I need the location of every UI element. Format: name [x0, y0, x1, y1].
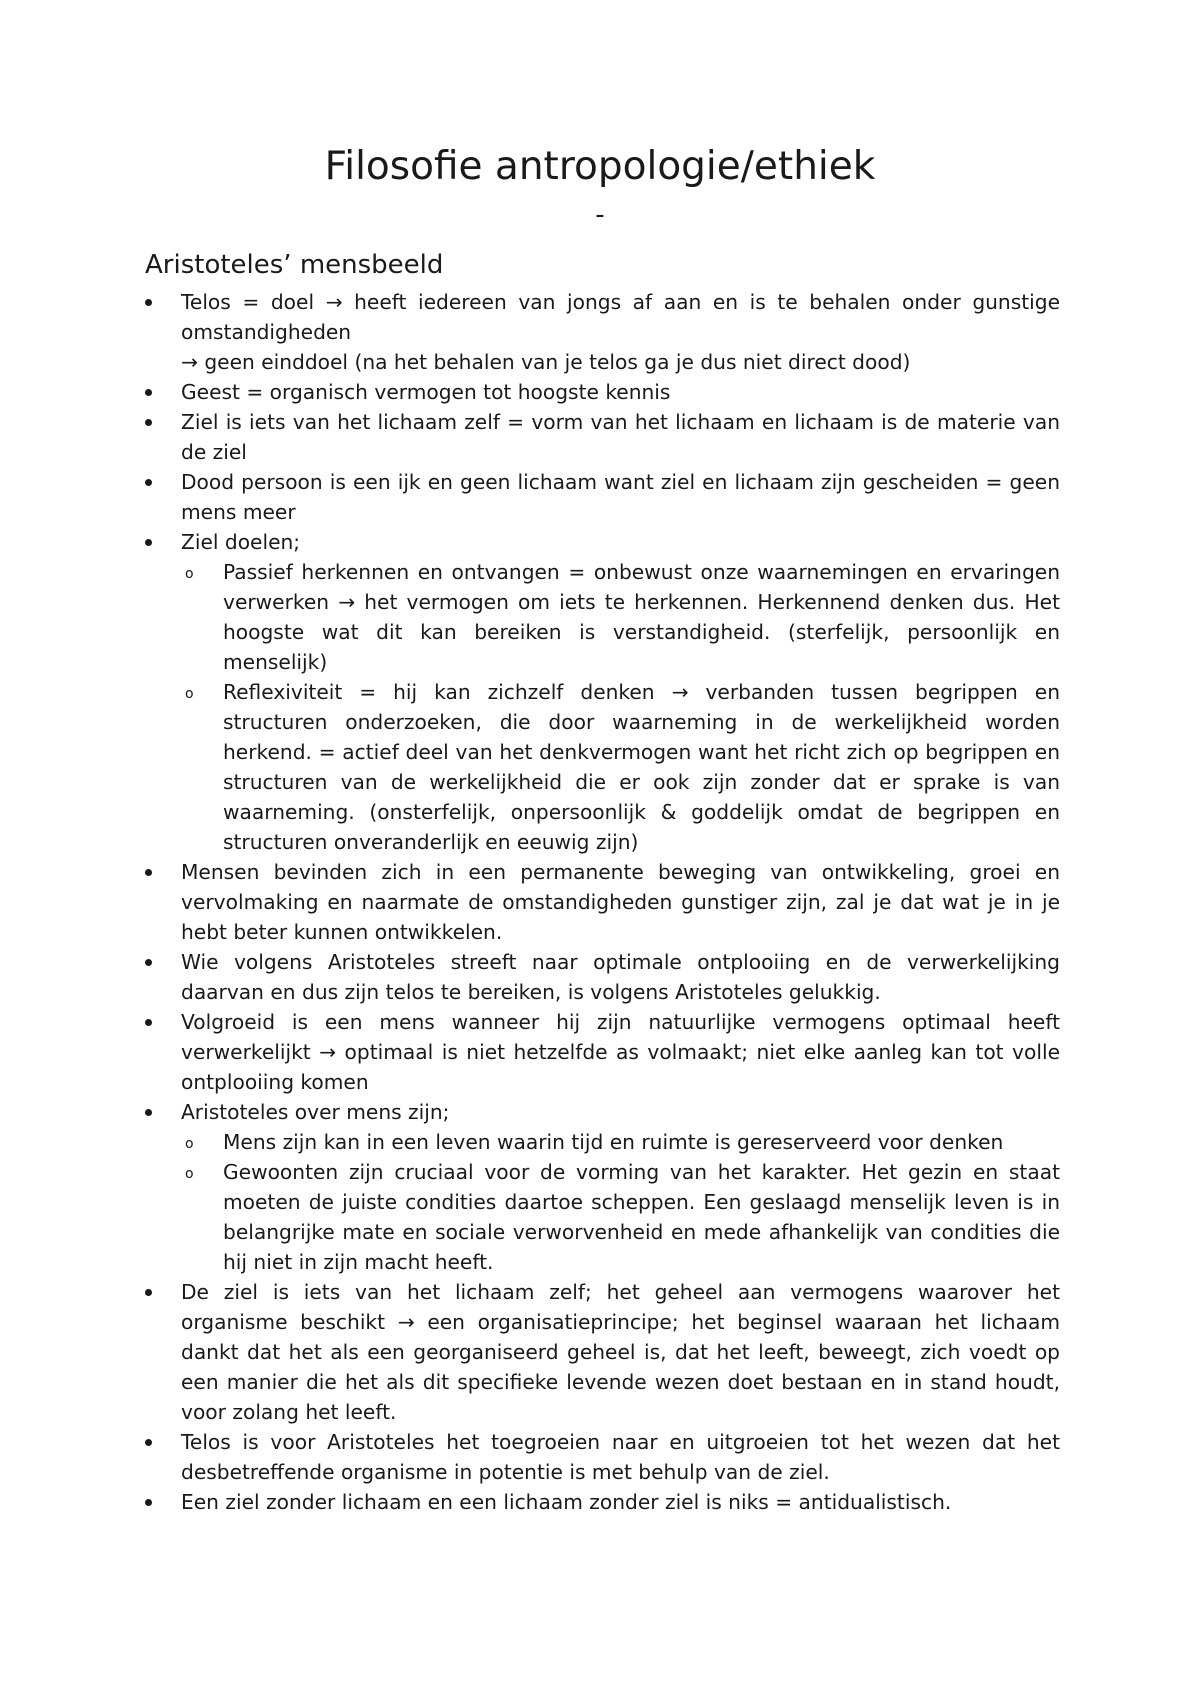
- bullet-icon: [145, 1289, 152, 1296]
- list-item-text: Mensen bevinden zich in een permanente beweging van ontwikkeling, groei en vervolmaking en naarmate de omstandigheden gunstiger zijn, zal je dat wat je in je hebt beter kunnen ontwikkelen.: [181, 860, 1060, 944]
- list-item: [145, 407, 1060, 467]
- sub-list-item-text: Reflexiviteit = hij kan zichzelf denken → verbanden tussen begrippen en structuren onderzoeken, die door waarneming in de werkelijkheid worden herkend. = actief deel van het denkvermogen want het richt zich op begrippen en structuren van de werkelijkheid die er ook zijn zonder dat er sprake is van waarneming. (onsterfelijk, onpersoonlijk & goddelijk omdat de begrippen en structuren onveranderlijk en eeuwig zijn): [223, 680, 1060, 854]
- list-item: [145, 947, 1060, 1007]
- sub-bullet-icon: o: [185, 1166, 194, 1182]
- sub-list-item-text: Mens zijn kan in een leven waarin tijd en ruimte is gereserveerd voor denken: [223, 1130, 1004, 1154]
- sub-list-item: [181, 677, 1060, 857]
- section-heading: Aristoteles’ mensbeeld: [145, 250, 444, 280]
- document-body: [145, 287, 1060, 1517]
- sub-list-item: [181, 1157, 1060, 1277]
- sub-list-item-text: Gewoonten zijn cruciaal voor de vorming van het karakter. Het gezin en staat moeten de juiste condities daartoe scheppen. Een geslaagd menselijk leven is in belangrijke mate en sociale verworvenheid en mede afhankelijk van condities die hij niet in zijn macht heeft.: [223, 1160, 1060, 1274]
- list-item: [145, 1007, 1060, 1097]
- bullet-icon: [145, 1109, 152, 1116]
- sub-list-item: [181, 557, 1060, 677]
- list-item-text: Dood persoon is een ijk en geen lichaam want ziel en lichaam zijn gescheiden = geen mens meer: [181, 470, 1060, 524]
- list-item: [145, 467, 1060, 527]
- sub-list-item-text: Passief herkennen en ontvangen = onbewust onze waarnemingen en ervaringen verwerken → het vermogen om iets te herkennen. Herkennend denken dus. Het hoogste wat dit kan bereiken is verstandigheid. (sterfelijk, persoonlijk en menselijk): [223, 560, 1060, 674]
- bullet-icon: [145, 389, 152, 396]
- list-item-text: Volgroeid is een mens wanneer hij zijn natuurlijke vermogens optimaal heeft verwerkelijkt → optimaal is niet hetzelfde as volmaakt; niet elke aanleg kan tot volle ontplooiing komen: [181, 1010, 1060, 1094]
- list-item-text: Telos is voor Aristoteles het toegroeien naar en uitgroeien tot het wezen dat het desbetreffende organisme in potentie is met behulp van de ziel.: [181, 1430, 1060, 1484]
- bullet-icon: [145, 869, 152, 876]
- sub-list: [181, 557, 1060, 857]
- list-item-text: Geest = organisch vermogen tot hoogste kennis: [181, 380, 671, 404]
- sub-bullet-icon: o: [185, 566, 194, 582]
- bullet-list: [145, 287, 1060, 1517]
- sub-bullet-icon: o: [185, 686, 194, 702]
- bullet-icon: [145, 419, 152, 426]
- sub-list: [181, 1127, 1060, 1277]
- list-item-text: De ziel is iets van het lichaam zelf; het geheel aan vermogens waarover het organisme beschikt → een organisatieprincipe; het beginsel waaraan het lichaam dankt dat het als een georganiseerd geheel is, dat het leeft, beweegt, zich voedt op een manier die het als dit specifieke levende wezen doet bestaan en in stand houdt, voor zolang het leeft.: [181, 1280, 1060, 1424]
- list-item-text: Aristoteles over mens zijn;: [181, 1100, 450, 1124]
- document-title: Filosofie antropologie/ethiek: [324, 144, 876, 189]
- list-item: [145, 1487, 1060, 1517]
- list-item-text: Telos = doel → heeft iedereen van jongs af aan en is te behalen onder gunstige omstandigheden: [181, 290, 1060, 344]
- list-item-text: Wie volgens Aristoteles streeft naar optimale ontplooiing en de verwerkelijking daarvan en dus zijn telos te bereiken, is volgens Aristoteles gelukkig.: [181, 950, 1060, 1004]
- bullet-icon: [145, 539, 152, 546]
- bullet-icon: [145, 479, 152, 486]
- title-dash: -: [595, 200, 605, 230]
- bullet-icon: [145, 1019, 152, 1026]
- sub-bullet-icon: o: [185, 1136, 194, 1152]
- list-item: [145, 377, 1060, 407]
- list-item-text: Een ziel zonder lichaam en een lichaam zonder ziel is niks = antidualistisch.: [181, 1490, 952, 1514]
- list-item-continuation: → geen einddoel (na het behalen van je telos ga je dus niet direct dood): [181, 350, 911, 374]
- list-item: [145, 287, 1060, 377]
- bullet-icon: [145, 1499, 152, 1506]
- list-item-text: Ziel doelen;: [181, 530, 301, 554]
- list-item: [145, 1277, 1060, 1427]
- list-item-text: Ziel is iets van het lichaam zelf = vorm van het lichaam en lichaam is de materie van de ziel: [181, 410, 1060, 464]
- list-item: [145, 1427, 1060, 1487]
- bullet-icon: [145, 959, 152, 966]
- sub-list-item: [181, 1127, 1060, 1157]
- bullet-icon: [145, 299, 152, 306]
- list-item: [145, 1097, 1060, 1277]
- list-item: [145, 857, 1060, 947]
- list-item: [145, 527, 1060, 857]
- bullet-icon: [145, 1439, 152, 1446]
